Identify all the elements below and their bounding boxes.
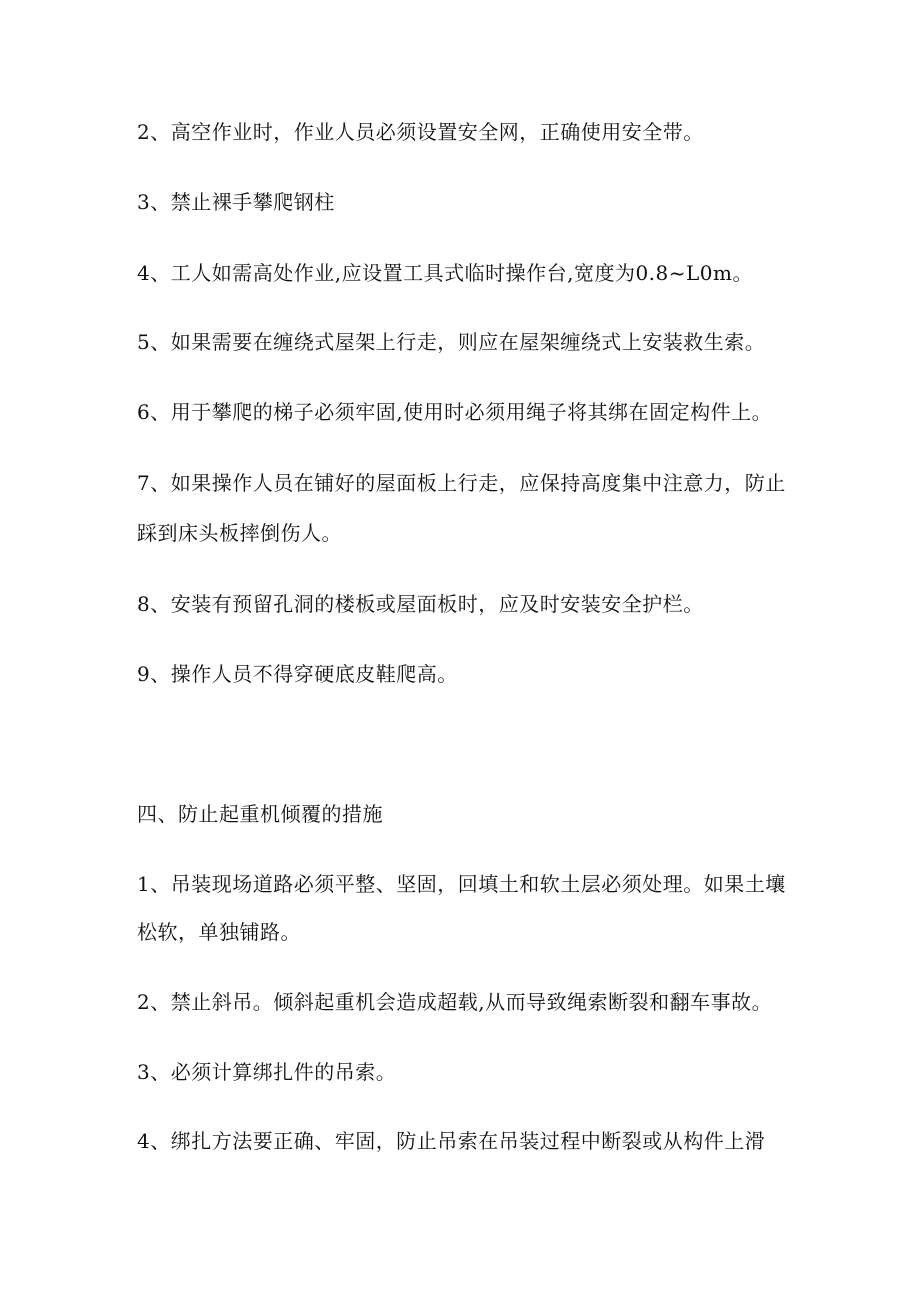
item-4-text: 4、工人如需高处作业,应设置工具式临时操作台,宽度为0.8~L0m。 [137,261,753,285]
section-four-item-4: 4、绑扎方法要正确、牢固，防止吊索在吊装过程中断裂或从构件上滑 [137,1129,766,1153]
item-3-text: 3、禁止裸手攀爬钢柱 [137,190,335,214]
section-four-item-2: 2、禁止斜吊。倾斜起重机会造成超载,从而导致绳索断裂和翻车事故。 [137,990,773,1014]
item-7-text-line-1: 7、如果操作人员在铺好的屋面板上行走，应保持高度集中注意力，防止 [137,471,786,495]
item-8-text: 8、安装有预留孔洞的楼板或屋面板时，应及时安装安全护栏。 [137,592,704,616]
item-9-text: 9、操作人员不得穿硬底皮鞋爬高。 [137,662,458,686]
item-5-text: 5、如果需要在缠绕式屋架上行走，则应在屋架缠绕式上安装救生索。 [137,330,766,354]
section-four-heading: 四、防止起重机倾覆的措施 [137,802,383,826]
item-6-text: 6、用于攀爬的梯子必须牢固,使用时必须用绳子将其绑在固定构件上。 [137,400,773,424]
item-7-text-line-2: 踩到床头板摔倒伤人。 [137,521,342,545]
section-four-item-1-line-2: 松软，单独铺路。 [137,920,301,944]
item-2-text: 2、高空作业时，作业人员必须设置安全网，正确使用安全带。 [137,120,704,144]
section-four-item-3: 3、必须计算绑扎件的吊索。 [137,1060,397,1084]
section-four-item-1-line-1: 1、吊装现场道路必须平整、坚固，回填土和软土层必须处理。如果土壤 [137,872,786,896]
